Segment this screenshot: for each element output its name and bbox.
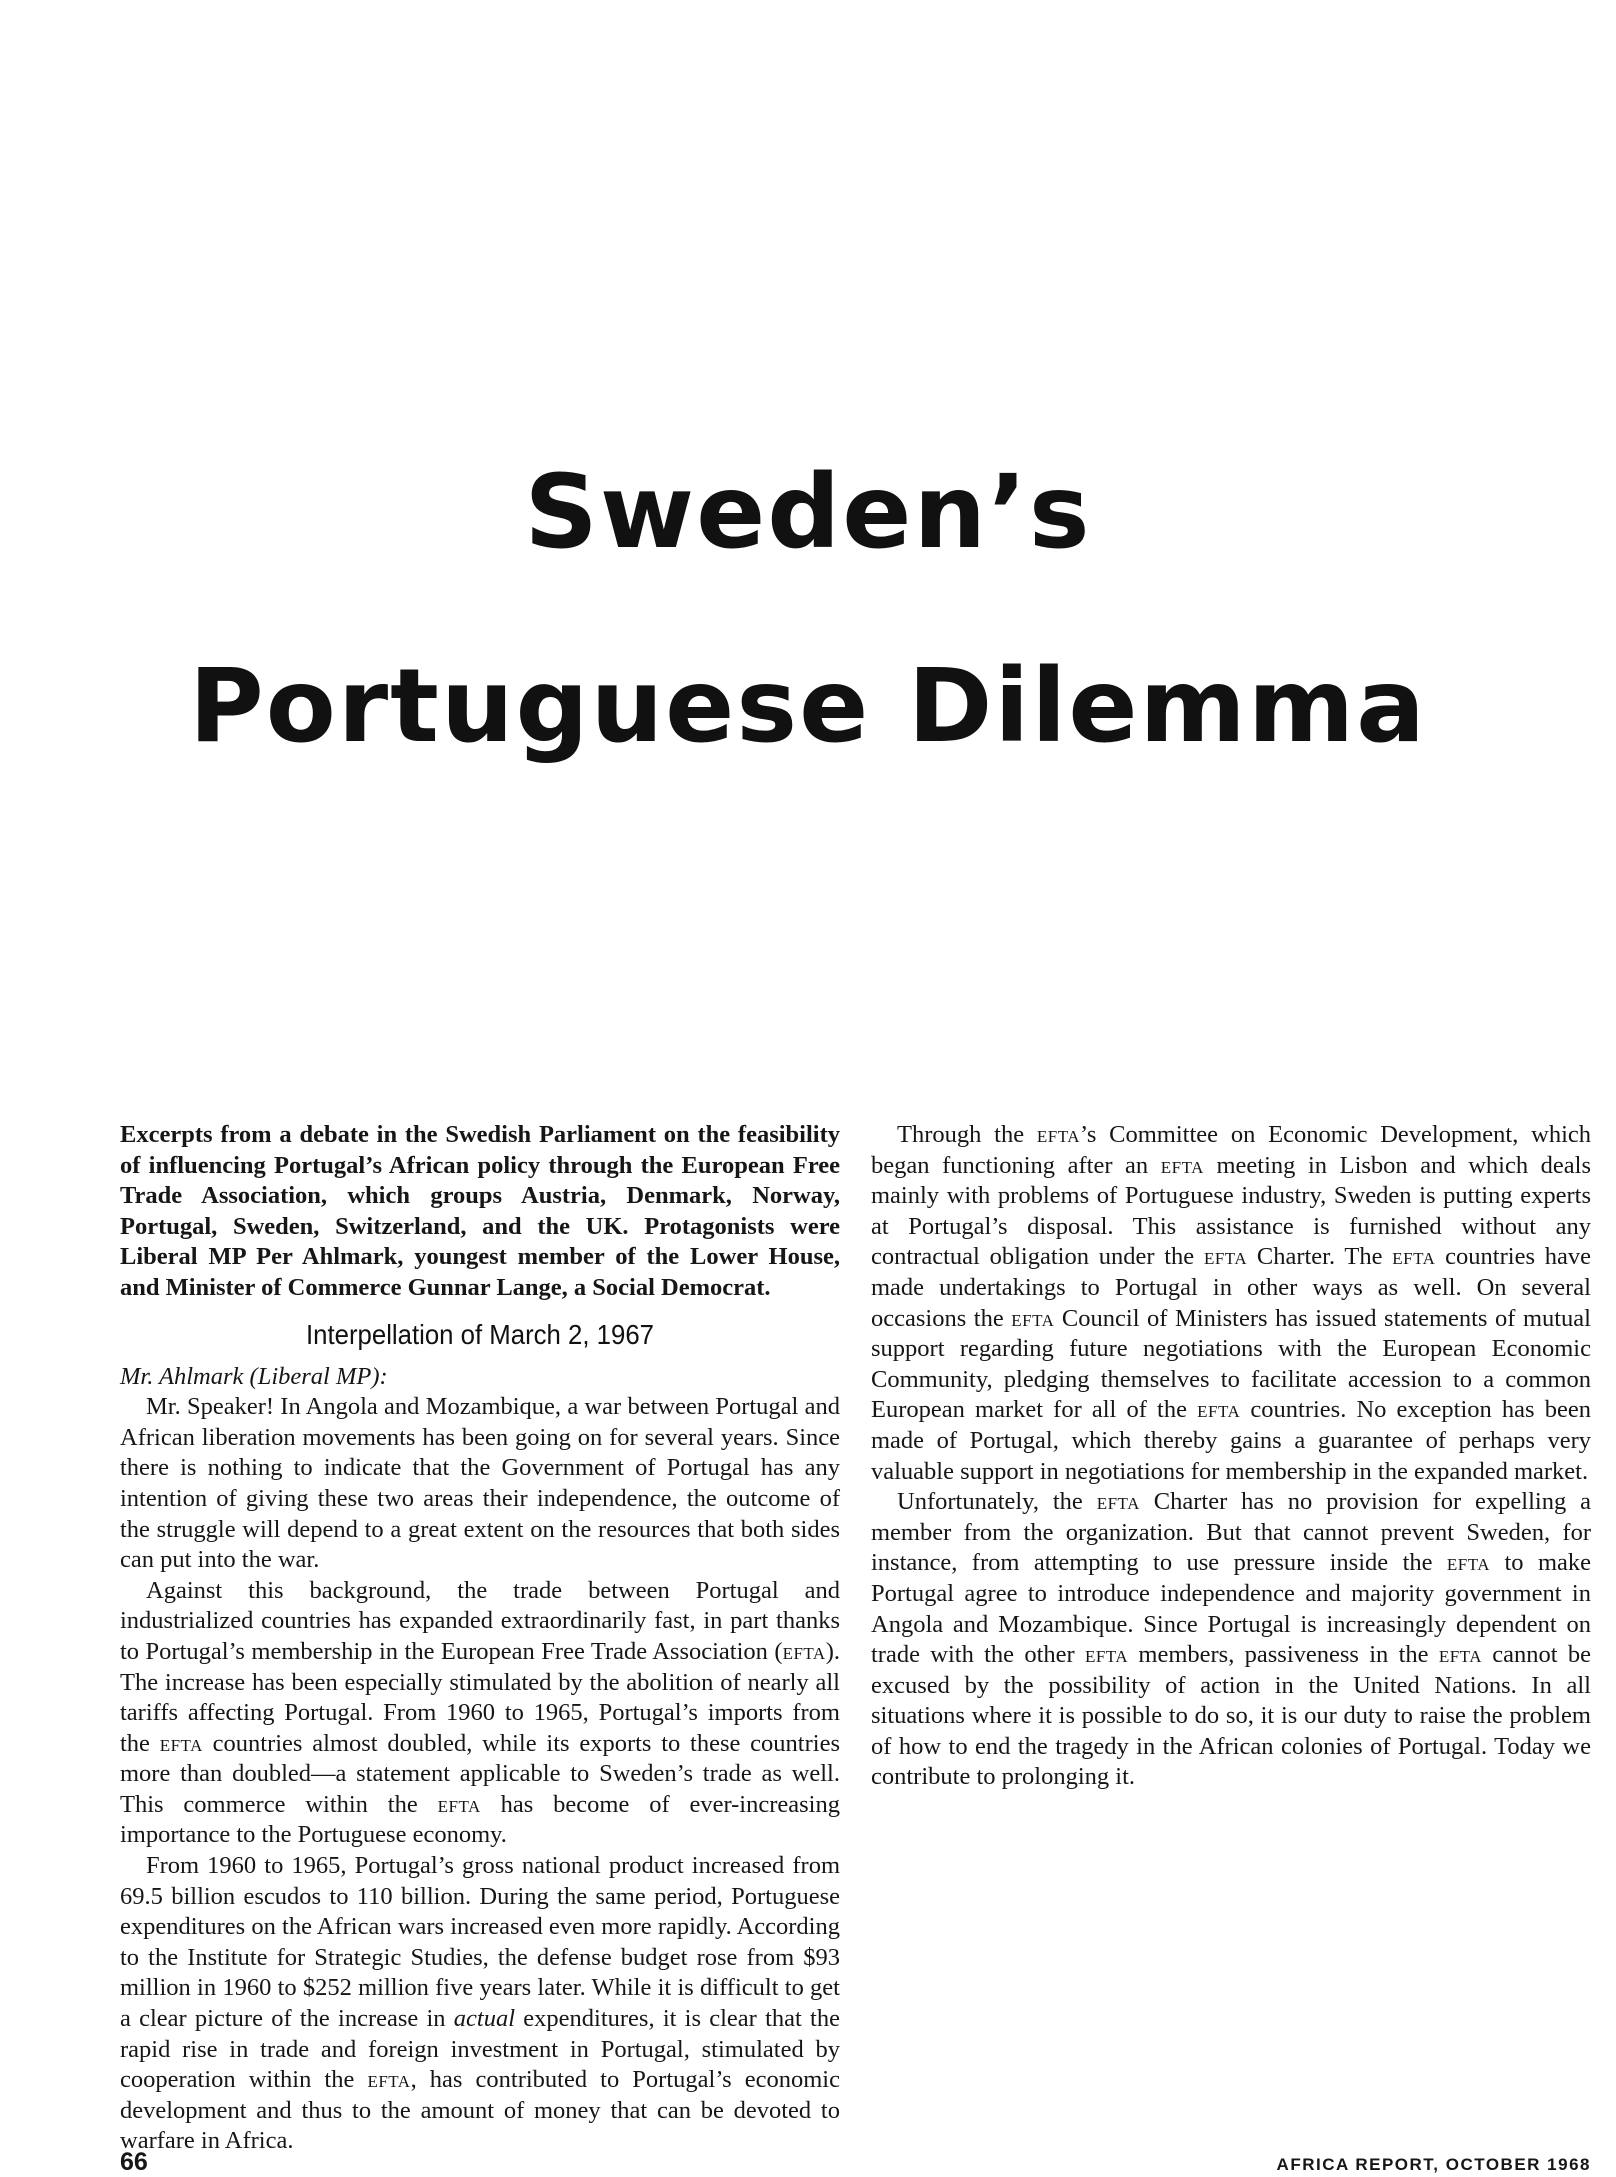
speaker-label: Mr. Ahlmark (Liberal MP): [120, 1362, 388, 1390]
efta-abbrev: efta [1011, 1304, 1055, 1332]
emphasis-actual: actual [453, 2005, 516, 2033]
left-column [120, 1120, 840, 2157]
page-footer [120, 2148, 1591, 2177]
body-paragraph-2: Against this background, the trade between Portugal and industrialized countries has expanded extraordinarily fast, in part thanks to Portugal’s membership in the European Free Trade Association (efta). The increase has been especially stimulated by the abolition of nearly all tariffs affecting Portugal. From 1960 to 1965, Portugal’s imports from the efta countries almost doubled, while its exports to these countries more than doubled—a statement applicable to Sweden’s trade as well. This commerce within the efta has become of ever-increasing importance to the Portuguese economy. [120, 1576, 840, 1849]
body-paragraph-4: Through the efta’s Committee on Economic Development, which began functioning after an efta meeting in Lisbon and which deals mainly with problems of Portuguese industry, Sweden is putting experts at Portugal’s disposal. This assistance is furnished without any contractual obligation under the efta Charter. The efta countries have made undertakings to Portugal in other ways as well. On several occasions the efta Council of Ministers has issued statements of mutual support regarding future negotiations with the European Economic Community, pledging themselves to facilitate accession to a common European market for all of the efta countries. No exception has been made of Portugal, which thereby gains a guarantee of perhaps very valuable support in negotiations for membership in the expanded market. [871, 1121, 1592, 1485]
article-title-line-2: Portuguese Dilemma [189, 647, 1427, 766]
efta-abbrev: efta [159, 1729, 203, 1757]
body-paragraph-1: Mr. Speaker! In Angola and Mozambique, a war between Portugal and African liberation movements has been going on for several years. Since there is nothing to indicate that the Government of Portugal has any intention of giving these two areas their independence, the outcome of the struggle will depend to a great extent on the resources that both sides can put into the war. [120, 1393, 840, 1574]
efta-abbrev: efta [1036, 1121, 1081, 1148]
efta-abbrev: efta [367, 2066, 411, 2094]
intro-paragraph: Excerpts from a debate in the Swedish Parliament on the feasibility of influencing Portugal’s African policy through the European Free Trade Association, which groups Austria, Denmark, Norway, Portugal, Sweden, Switzerland, and the UK. Protagonists were Liberal MP Per Ahlmark, youngest member of the Lower House, and Minister of Commerce Gunnar Lange, a Social Democrat. [120, 1121, 840, 1301]
body-paragraph-3: From 1960 to 1965, Portugal’s gross national product increased from 69.5 billion escudos to 110 billion. During the same period, Portuguese expenditures on the African wars increased even more rapidly. According to the Institute for Strategic Studies, the defense budget rose from $93 million in 1960 to $252 million five years later. While it is difficult to get a clear picture of the increase in actual expenditures, it is clear that the rapid rise in trade and foreign investment in Portugal, stimulated by cooperation within the efta, has contributed to Portugal’s economic development and thus to the amount of money that can be devoted to warfare in Africa. [120, 1852, 840, 2155]
right-column [871, 1120, 1591, 1793]
efta-abbrev: efta [1446, 1549, 1491, 1577]
page-number: 66 [120, 2148, 148, 2176]
section-subhead: Interpellation of March 2, 1967 [306, 1318, 654, 1350]
efta-abbrev: efta [1197, 1396, 1241, 1424]
efta-abbrev: efta [1438, 1641, 1482, 1669]
efta-abbrev: efta [1160, 1151, 1204, 1179]
body-paragraph-5: Unfortunately, the efta Charter has no provision for expelling a member from the organization. But that cannot prevent Sweden, for instance, from attempting to use pressure inside the efta to make Portugal agree to introduce independence and majority government in Angola and Mozambique. Since Portugal is increasingly dependent on trade with the other efta members, passiveness in the efta cannot be excused by the possibility of action in the United Nations. In all situations where it is possible to do so, it is our duty to raise the problem of how to end the tragedy in the African colonies of Portugal. Today we contribute to prolonging it. [871, 1488, 1591, 1791]
efta-abbrev: efta [1096, 1488, 1140, 1516]
efta-abbrev: efta [1203, 1243, 1248, 1271]
running-head: AFRICA REPORT, OCTOBER 1968 [1276, 2155, 1591, 2174]
article-title-line-1: Sweden’s [524, 453, 1092, 572]
efta-abbrev: efta [437, 1790, 481, 1818]
efta-abbrev: efta [782, 1637, 826, 1665]
efta-abbrev: efta [1084, 1641, 1129, 1669]
efta-abbrev: efta [1392, 1243, 1436, 1271]
